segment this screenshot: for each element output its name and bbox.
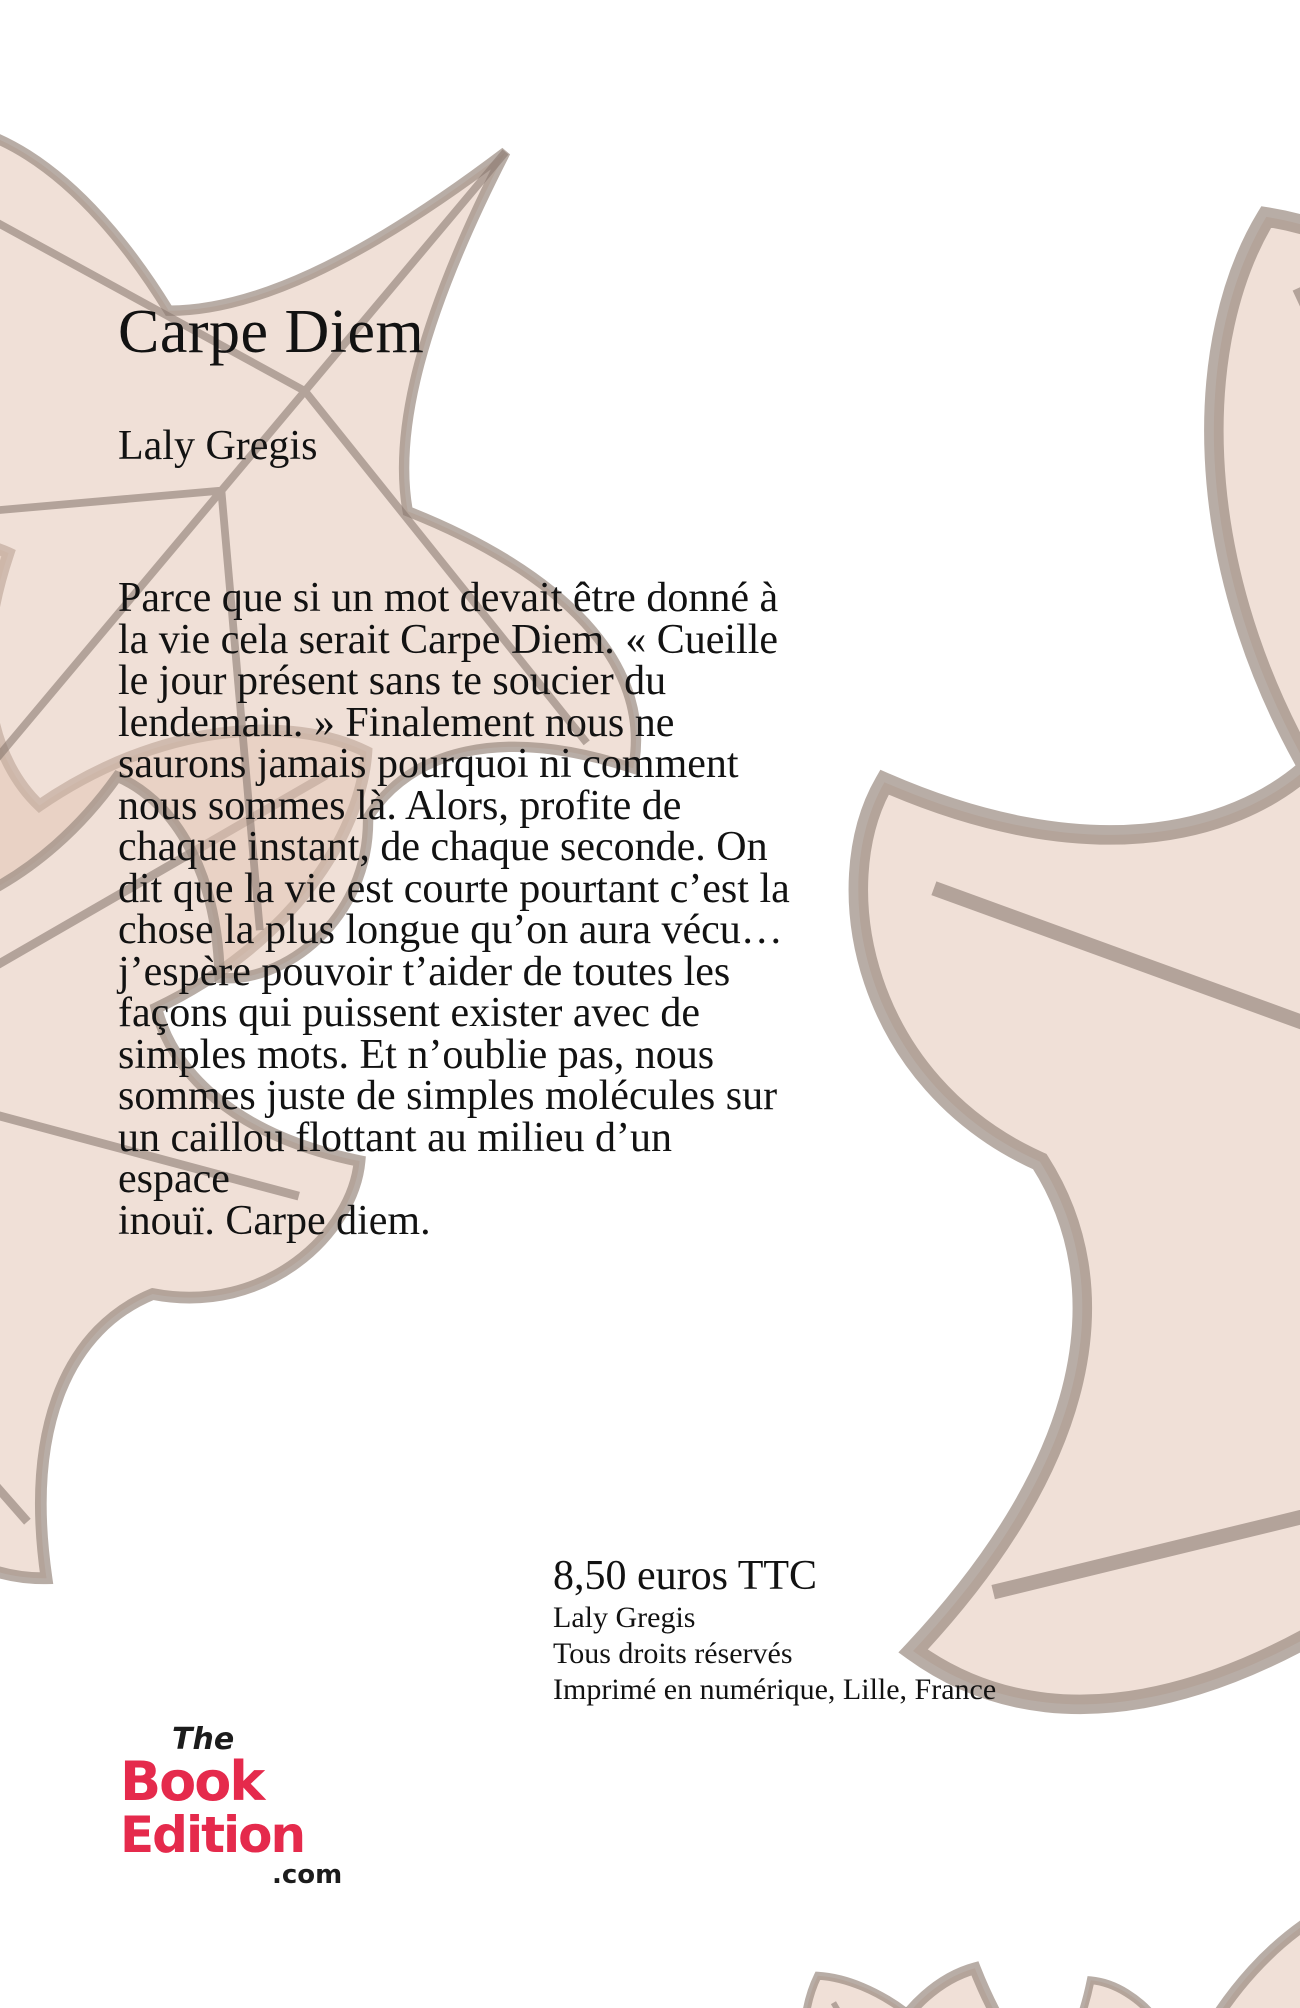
blurb-line: le jour présent sans te soucier du xyxy=(118,658,667,704)
colophon xyxy=(553,1552,996,1708)
book-author: Laly Gregis xyxy=(118,423,318,469)
blurb-line: façons qui puissent exister avec de xyxy=(118,990,700,1036)
blurb-line: chose la plus longue qu’on aura vécu… xyxy=(118,907,783,953)
blurb-line: inouï. Carpe diem. xyxy=(118,1197,431,1244)
blurb-line: chaque instant, de chaque seconde. On xyxy=(118,824,768,870)
blurb-line: saurons jamais pourquoi ni comment xyxy=(118,741,739,787)
maple-leaf-icon xyxy=(497,1790,1300,2008)
blurb-line: un caillou flottant au milieu d’un xyxy=(118,1114,673,1161)
blurb-line: sommes juste de simples molécules sur xyxy=(118,1073,778,1119)
logo-the: The xyxy=(172,1722,235,1757)
price: 8,50 euros TTC xyxy=(553,1553,818,1599)
logo-edition: Edition xyxy=(120,1806,305,1864)
logo-domain: .com xyxy=(272,1860,343,1890)
publisher-logo xyxy=(120,1722,343,1890)
blurb-line: lendemain. » Finalement nous ne xyxy=(118,699,675,746)
back-cover-blurb xyxy=(118,575,998,1244)
blurb-line: nous sommes là. Alors, profite de xyxy=(118,782,682,829)
blurb-line: simples mots. Et n’oublie pas, nous xyxy=(118,1031,715,1078)
maple-leaf-icon xyxy=(468,1700,1300,2008)
print-location: Imprimé en numérique, Lille, France xyxy=(553,1673,997,1706)
blurb-line: dit que la vie est courte pourtant c’est la xyxy=(118,865,790,912)
logo-book: Book xyxy=(120,1750,264,1813)
colophon-author: Laly Gregis xyxy=(553,1601,696,1634)
book-title: Carpe Diem xyxy=(118,298,425,366)
blurb-line: Parce que si un mot devait être donné à xyxy=(118,575,779,621)
blurb-line: j’espère pouvoir t’aider de toutes les xyxy=(118,948,731,995)
rights-notice: Tous droits réservés xyxy=(553,1637,793,1670)
blurb-line: espace xyxy=(118,1156,230,1202)
blurb-line: la vie cela serait Carpe Diem. « Cueille xyxy=(118,616,779,663)
